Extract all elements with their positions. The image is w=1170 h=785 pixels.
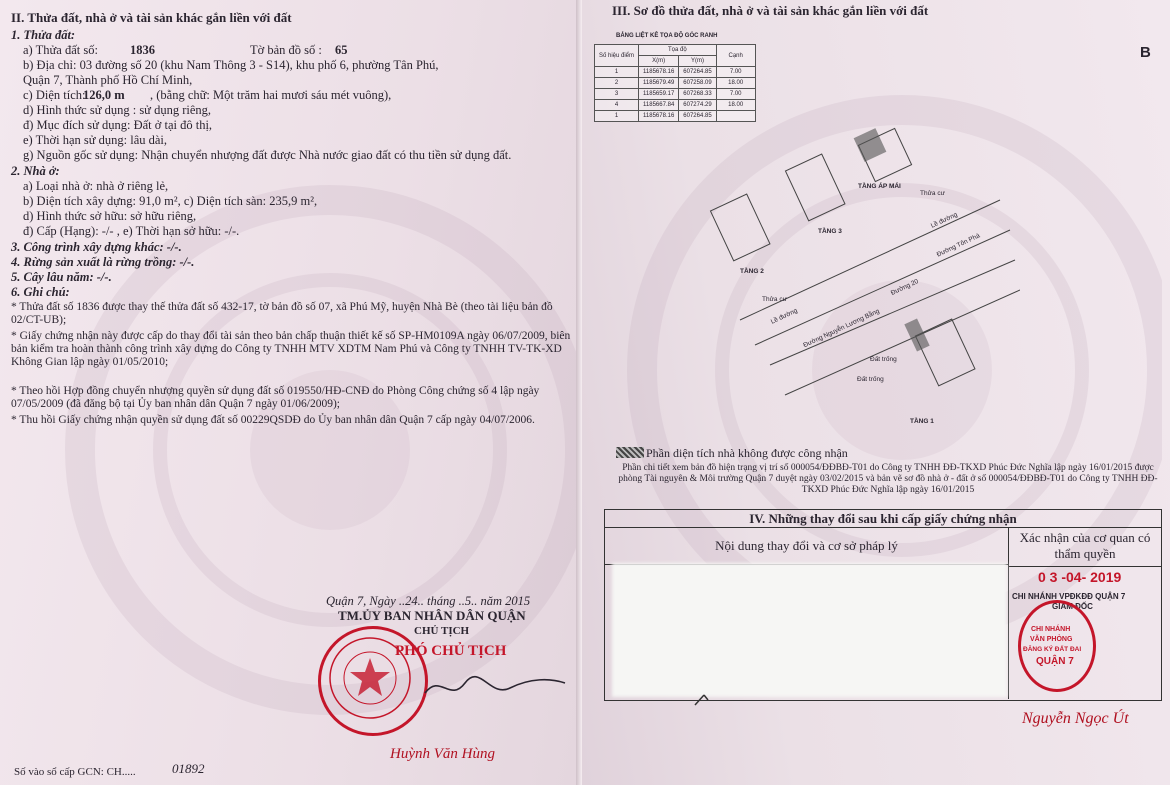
house-line-b: b) Diện tích xây dựng: 91,0 m², c) Diện tích sàn: 235,9 m², [23, 194, 318, 208]
left-signer-name: Huỳnh Văn Hùng [390, 746, 495, 762]
vice-chair-stamp: PHÓ CHỦ TỊCH [395, 643, 507, 659]
col-x: X(m) [639, 56, 679, 67]
land-line-e: e) Thời hạn sử dụng: lâu dài, [23, 133, 168, 147]
chair-title: CHỦ TỊCH [414, 625, 470, 637]
label-duong-20: Đường 20 [889, 278, 920, 297]
parcel-number: 1836 [130, 43, 155, 57]
coord-table-title: BẢNG LIỆT KÊ TỌA ĐỘ GÓC RANH [616, 33, 718, 39]
label-ton-pha: Đường Tôn Phá [935, 232, 982, 259]
red-seal-right [1018, 600, 1096, 692]
col-point: Số hiệu điểm [595, 45, 639, 67]
org-line: TM.ỦY BAN NHÂN DÂN QUẬN [338, 608, 526, 623]
area-value: 126,0 m [83, 88, 125, 102]
col-coord: Tọa độ [639, 45, 717, 56]
gcn-label: Số vào sổ cấp GCN: CH..... [14, 766, 136, 778]
gcn-number: 01892 [172, 761, 205, 776]
red-seal-left [318, 626, 428, 736]
note-4: * Thu hồi Giấy chứng nhận quyền sử dụng đất số 00229QSDĐ do Ủy ban nhân dân Quận 7 cấp ngày 04/07/2006. [11, 414, 535, 426]
note-3: * Theo hồi Hợp đồng chuyển nhượng quyền sử dụng đất số 019550/HĐ-CNĐ do Phòng Công chứng số 4 lập ngày 07/05/2009 (đã đăng bộ tại Ủy ban nhân dân Quận 7 ngày 01/06/2009); [11, 385, 540, 410]
redacted-area [612, 563, 1007, 697]
land-line-b: b) Địa chỉ: 03 đường số 20 (khu Nam Thông 3 - S14), khu phố 6, phường Tân Phú, [23, 58, 439, 72]
land-line-d: d) Hình thức sử dụng : sử dụng riêng, [23, 103, 212, 117]
land-line-a: a) Thửa đất số: [23, 43, 98, 57]
label-tang-2: TẦNG 2 [740, 268, 764, 275]
table-row: 1 1185678.16 607264.85 7.00 [595, 67, 756, 78]
branch-line: CHI NHÁNH VPĐKĐĐ QUẬN 7 [1012, 592, 1126, 601]
note-2: * Giấy chứng nhận này được cấp do thay đổi tài sản theo bản chấp thuận thiết kế số SP-HM0109A ngày 06/07/2009, biên bản kiểm tra hoàn thành công trình xây dựng do Công ty TNHH MTV XDTM Nam Phú và Công ty TNHH TV-TK-XD Không Gian lập ngày 01/05/2010; [11, 330, 571, 368]
house-heading: 2. Nhà ở: [11, 164, 60, 178]
notes-heading: 6. Ghi chú: [11, 285, 70, 299]
seal-line: ĐĂNG KÝ ĐẤT ĐAI [1023, 646, 1082, 653]
label-thua-cu-2: Thửa cư [762, 296, 787, 303]
survey-note: Phần chi tiết xem bản đồ hiện trạng vị trí số 000054/ĐĐBĐ-T01 do Công ty TNHH ĐĐ-TKXD Phúc Đức Nghĩa lập ngày 16/01/2015 được phòng Tài nguyên & Môi trường Quận 7 duyệt ngày 03/02/2015 và bản vẽ sơ đồ nhà ở - đất ở số 000054/ĐĐBĐ-T01 do Công ty TNHH ĐĐ-TKXD Phúc Đức Nghĩa lập ngày 16/01/2015 [618, 463, 1158, 495]
land-line-dd: đ) Mục đích sử dụng: Đất ở tại đô thị, [23, 118, 213, 132]
table-row: 1 1185678.16 607264.85 [595, 111, 756, 122]
item-5: 5. Cây lâu năm: -/-. [11, 270, 112, 284]
label-le-duong-2: Lề đường [769, 307, 799, 326]
land-line-b2: Quận 7, Thành phố Hồ Chí Minh, [23, 73, 193, 87]
legend-hatch-swatch [616, 447, 644, 458]
side-letter: B [1140, 44, 1151, 61]
house-line-a: a) Loại nhà ở: nhà ở riêng lẻ, [23, 179, 169, 193]
label-nguyen-luong-bang: Đường Nguyễn Lương Bằng [802, 307, 881, 350]
section-ii-title: II. Thửa đất, nhà ở và tài sản khác gắn liền với đất [11, 10, 292, 25]
item-3: 3. Công trình xây dựng khác: -/-. [11, 240, 182, 254]
house-line-dd: đ) Cấp (Hạng): -/- , e) Thời hạn sở hữu: -/-. [23, 224, 240, 238]
label-tang-3: TẦNG 3 [818, 228, 842, 235]
legend-text: Phần diện tích nhà không được công nhận [646, 446, 848, 460]
right-signer-name: Nguyễn Ngọc Út [1022, 710, 1129, 727]
map-sheet-label: Tờ bản đồ số : [250, 43, 322, 57]
table-row: 3 1185659.17 607268.33 7.00 [595, 89, 756, 100]
seal-line: QUẬN 7 [1036, 656, 1074, 667]
floor-3-plan [785, 154, 844, 221]
floor-2-plan [710, 194, 769, 261]
label-dat-trong-2: Đất trống [870, 356, 897, 363]
floor-1-plan [915, 319, 974, 386]
director-title: GIÁM ĐỐC [1052, 602, 1093, 611]
changes-title: IV. Những thay đổi sau khi cấp giấy chứng nhận [605, 510, 1161, 528]
map-sheet-number: 65 [335, 43, 348, 57]
table-row: 2 1185679.49 607258.09 18.00 [595, 78, 756, 89]
col-edge: Cạnh [716, 45, 755, 67]
item-4: 4. Rừng sản xuất là rừng trồng: -/-. [11, 255, 195, 269]
label-le-duong: Lề đường [929, 211, 959, 230]
house-line-d: d) Hình thức sở hữu: sở hữu riêng, [23, 209, 197, 223]
label-dat-trong: Đất trống [857, 376, 884, 383]
area-text: , (bằng chữ: Một trăm hai mươi sáu mét vuông), [150, 88, 392, 102]
section-iii-title: III. Sơ đồ thửa đất, nhà ở và tài sản khác gắn liền với đất [612, 3, 929, 18]
label-thua-cu: Thửa cư [920, 190, 945, 197]
site-diagram [700, 120, 1020, 430]
col-y: Y(m) [679, 56, 716, 67]
stamp-date: 0 3 -04- 2019 [1038, 569, 1122, 585]
land-heading: 1. Thửa đất: [11, 28, 76, 42]
table-row: 4 1185667.84 607274.29 18.00 [595, 100, 756, 111]
note-1: * Thửa đất số 1836 được thay thế thửa đất số 432-17, tờ bản đồ số 07, xã Phú Mỹ, huyện Nhà Bè (theo tài liệu bản đồ 02/CT-UB); [11, 301, 553, 326]
label-tang-ap-mai: TẦNG ÁP MÁI [858, 183, 901, 190]
changes-col-confirm: Xác nhận của cơ quan có thẩm quyền [1009, 528, 1161, 567]
date-line: Quận 7, Ngày ..24.. tháng ..5.. năm 2015 [326, 594, 531, 608]
changes-col-content: Nội dung thay đổi và cơ sở pháp lý [605, 528, 1009, 565]
signature-scribble-icon [420, 668, 570, 708]
land-line-c: c) Diện tích: [23, 88, 86, 102]
seal-star-icon [318, 626, 422, 730]
coordinate-table [594, 44, 756, 122]
seal-line: VĂN PHÒNG [1030, 636, 1073, 643]
left-page [0, 0, 582, 785]
label-tang-1: TẦNG 1 [910, 418, 934, 425]
land-line-g: g) Nguồn gốc sử dụng: Nhận chuyển nhượng đất được Nhà nước giao đất có thu tiền sử dụng đất. [23, 148, 512, 162]
pen-mark-icon [690, 690, 730, 710]
seal-line: CHI NHÁNH [1031, 626, 1071, 633]
